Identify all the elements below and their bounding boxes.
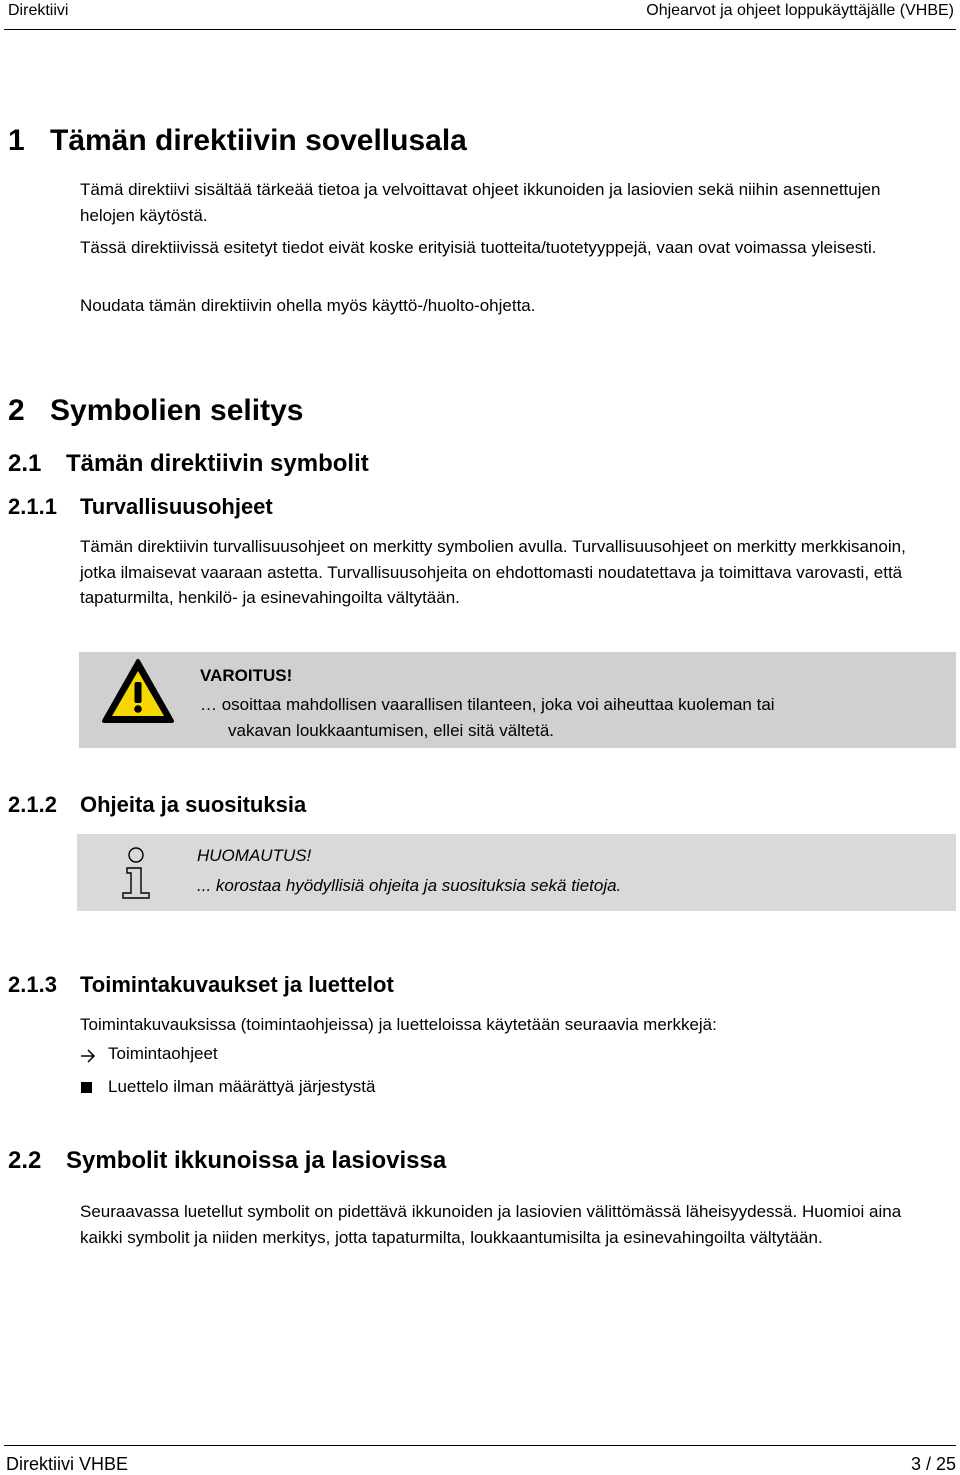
section-2-1-heading — [8, 450, 369, 478]
section-number: 2 — [8, 394, 25, 427]
square-bullet-icon — [81, 1082, 92, 1093]
section-title: Symbolit ikkunoissa ja lasiovissa — [66, 1147, 447, 1174]
paragraph: Tämä direktiivi sisältää tärkeää tietoa ja velvoittavat ohjeet ikkunoiden ja lasiovien sekä niihin asennettujen helojen käytöstä. — [80, 180, 881, 225]
footer-left: Direktiivi VHBE — [6, 1454, 129, 1474]
section-title: Toimintakuvaukset ja luettelot — [80, 972, 394, 997]
section-2-2-heading — [8, 1147, 446, 1175]
paragraph: Toimintakuvauksissa (toimintaohjeissa) ja luetteloissa käytetään seuraavia merkkejä: — [80, 1015, 717, 1034]
section-2-1-2-heading — [8, 792, 306, 818]
section-number: 1 — [8, 124, 25, 157]
paragraph: Noudata tämän direktiivin ohella myös käyttö-/huolto-ohjetta. — [80, 296, 536, 315]
section-number: 2.1 — [8, 450, 42, 477]
arrow-right-icon — [80, 1049, 96, 1063]
notice-title: HUOMAUTUS! — [197, 846, 312, 865]
section-title: Tämän direktiivin symbolit — [66, 450, 369, 477]
section-title: Tämän direktiivin sovellusala — [50, 124, 467, 157]
info-icon — [119, 846, 153, 900]
section-2-1-1-heading — [8, 494, 273, 520]
notice-text: ... korostaa hyödyllisiä ohjeita ja suosituksia sekä tietoja. — [197, 876, 622, 895]
warning-box — [79, 652, 956, 748]
header-right: Ohjearvot ja ohjeet loppukäyttäjälle (VHBE) — [646, 2, 954, 19]
warning-text-line-1: … osoittaa mahdollisen vaarallisen tilanteen, joka voi aiheuttaa kuoleman tai — [200, 695, 775, 714]
warning-triangle-icon — [101, 658, 175, 724]
section-number: 2.2 — [8, 1147, 42, 1174]
section-number: 2.1.1 — [8, 494, 57, 519]
section-title: Turvallisuusohjeet — [80, 494, 273, 519]
footer-rule — [4, 1445, 956, 1446]
page-number: 3 / 25 — [910, 1454, 956, 1474]
list-item-label: Luettelo ilman määrättyä järjestystä — [108, 1077, 376, 1096]
header-left: Direktiivi — [8, 2, 69, 19]
paragraph: Tämän direktiivin turvallisuusohjeet on merkitty symbolien avulla. Turvallisuusohjeet on merkitty merkkisanoin, jotka ilmaisevat vaaraan astetta. Turvallisuusohjeita on ehdottomasti noudatettava ja toimittava varovasti, että tapaturmilta, henkilö- ja esinevahingoilta vältytään. — [80, 537, 906, 607]
notice-box — [77, 834, 956, 911]
section-1-heading — [8, 124, 467, 158]
paragraph: Seuraavassa luetellut symbolit on pidettävä ikkunoiden ja lasiovien välittömässä läheisyydessä. Huomioi aina kaikki symbolit ja niiden merkitys, jotta tapaturmilta, loukkaantumisilta ja esinevahingoilta vältytään. — [80, 1202, 902, 1247]
warning-title: VAROITUS! — [200, 666, 293, 685]
header-rule — [4, 29, 956, 30]
warning-text-line-2: vakavan loukkaantumisen, ellei sitä vältetä. — [228, 721, 555, 740]
section-2-1-3-heading — [8, 972, 394, 998]
section-title: Ohjeita ja suosituksia — [80, 792, 307, 817]
list-item-label: Toimintaohjeet — [108, 1044, 218, 1063]
section-title: Symbolien selitys — [50, 394, 304, 427]
section-number: 2.1.3 — [8, 972, 57, 997]
paragraph: Tässä direktiivissä esitetyt tiedot eivät koske erityisiä tuotteita/tuotetyyppejä, vaan ovat voimassa yleisesti. — [80, 238, 877, 257]
section-2-heading — [8, 394, 303, 428]
section-number: 2.1.2 — [8, 792, 57, 817]
